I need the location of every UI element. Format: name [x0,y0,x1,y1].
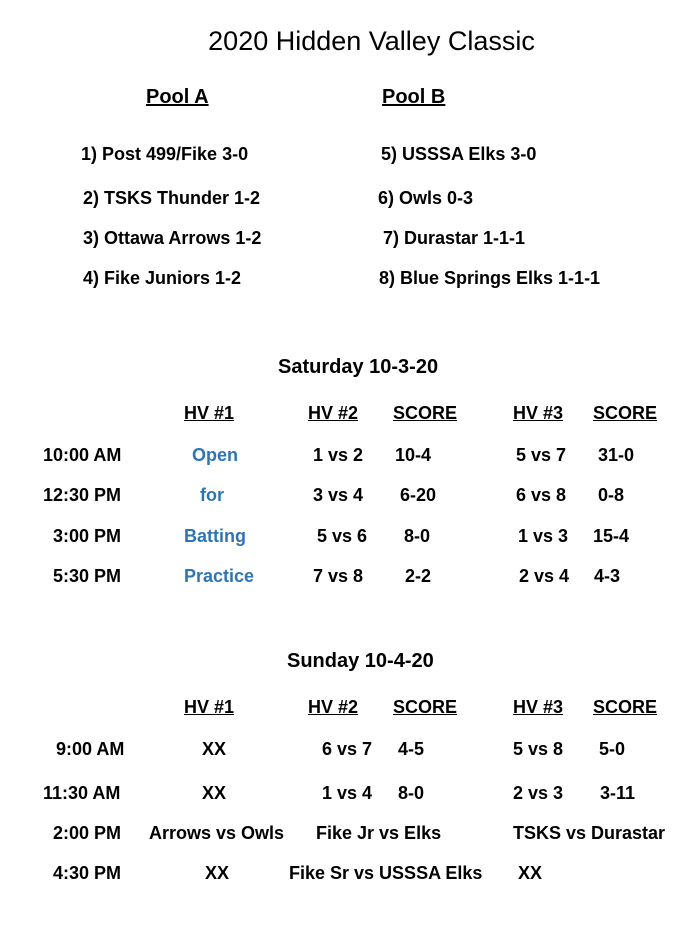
sun-score2-1: 4-5 [398,739,425,759]
sat-time-3: 3:00 PM [53,526,122,546]
sat-score3-1: 31-0 [598,445,635,465]
sat-hv1-2: for [200,485,224,505]
pool-b-team-5: 5) USSSA Elks 3-0 [381,144,537,164]
sun-col-hv2: HV #2 [308,697,359,717]
sat-score2-1: 10-4 [395,445,432,465]
page-title: 2020 Hidden Valley Classic [208,26,535,56]
sun-hv3-4: XX [518,863,543,883]
sun-hv1-1: XX [202,739,227,759]
sat-hv2-2: 3 vs 4 [313,485,364,505]
sat-score2-2: 6-20 [400,485,437,505]
pool-a-team-1: 1) Post 499/Fike 3-0 [81,144,249,164]
sun-hv1-3: Arrows vs Owls [149,823,285,843]
sun-col-hv3: HV #3 [513,697,564,717]
sat-hv1-1: Open [192,445,239,465]
sun-score2-2: 8-0 [398,783,425,803]
sat-col-score2: SCORE [393,403,458,423]
sat-col-hv1: HV #1 [184,403,235,423]
sun-hv1-2: XX [202,783,227,803]
sat-col-hv2: HV #2 [308,403,359,423]
sun-hv3-3: TSKS vs Durastar [513,823,666,843]
sun-col-hv1: HV #1 [184,697,235,717]
sat-hv1-3: Batting [184,526,246,546]
sat-time-4: 5:30 PM [53,566,122,586]
pool-a-team-3: 3) Ottawa Arrows 1-2 [83,228,262,248]
sun-hv2-2: 1 vs 4 [322,783,373,803]
saturday-heading: Saturday 10-3-20 [278,356,439,378]
sunday-heading: Sunday 10-4-20 [287,650,434,672]
pool-b-heading: Pool B [382,86,446,108]
sat-time-2: 12:30 PM [43,485,122,505]
sun-hv3-1: 5 vs 8 [513,739,564,759]
sun-time-2: 11:30 AM [43,783,121,803]
sat-time-1: 10:00 AM [43,445,122,465]
sat-score3-3: 15-4 [593,526,630,546]
sat-hv3-4: 2 vs 4 [519,566,570,586]
sun-score3-1: 5-0 [599,739,626,759]
sun-hv2-4: Fike Sr vs USSSA Elks [289,863,483,883]
sun-hv3-2: 2 vs 3 [513,783,564,803]
sat-col-score3: SCORE [593,403,658,423]
pool-a-team-2: 2) TSKS Thunder 1-2 [83,188,261,208]
sun-hv1-4: XX [205,863,230,883]
pool-a-team-4: 4) Fike Juniors 1-2 [83,268,242,288]
sat-score3-2: 0-8 [598,485,625,505]
pool-b-team-6: 6) Owls 0-3 [378,188,474,208]
sun-col-score2: SCORE [393,697,458,717]
pool-b-team-8: 8) Blue Springs Elks 1-1-1 [379,268,601,288]
sat-hv2-4: 7 vs 8 [313,566,364,586]
sun-col-score3: SCORE [593,697,658,717]
sun-time-4: 4:30 PM [53,863,122,883]
pool-a-heading: Pool A [146,86,209,108]
sun-time-1: 9:00 AM [56,739,125,759]
sat-score2-4: 2-2 [405,566,432,586]
sun-score3-2: 3-11 [600,783,636,803]
sun-hv2-3: Fike Jr vs Elks [316,823,442,843]
sun-hv2-1: 6 vs 7 [322,739,373,759]
sat-hv2-3: 5 vs 6 [317,526,368,546]
sat-score2-3: 8-0 [404,526,431,546]
sat-col-hv3: HV #3 [513,403,564,423]
pool-b-team-7: 7) Durastar 1-1-1 [383,228,526,248]
sat-hv3-3: 1 vs 3 [518,526,569,546]
sat-hv1-4: Practice [184,566,255,586]
sun-time-3: 2:00 PM [53,823,122,843]
sat-hv2-1: 1 vs 2 [313,445,364,465]
sat-score3-4: 4-3 [594,566,621,586]
sat-hv3-1: 5 vs 7 [516,445,567,465]
sat-hv3-2: 6 vs 8 [516,485,567,505]
